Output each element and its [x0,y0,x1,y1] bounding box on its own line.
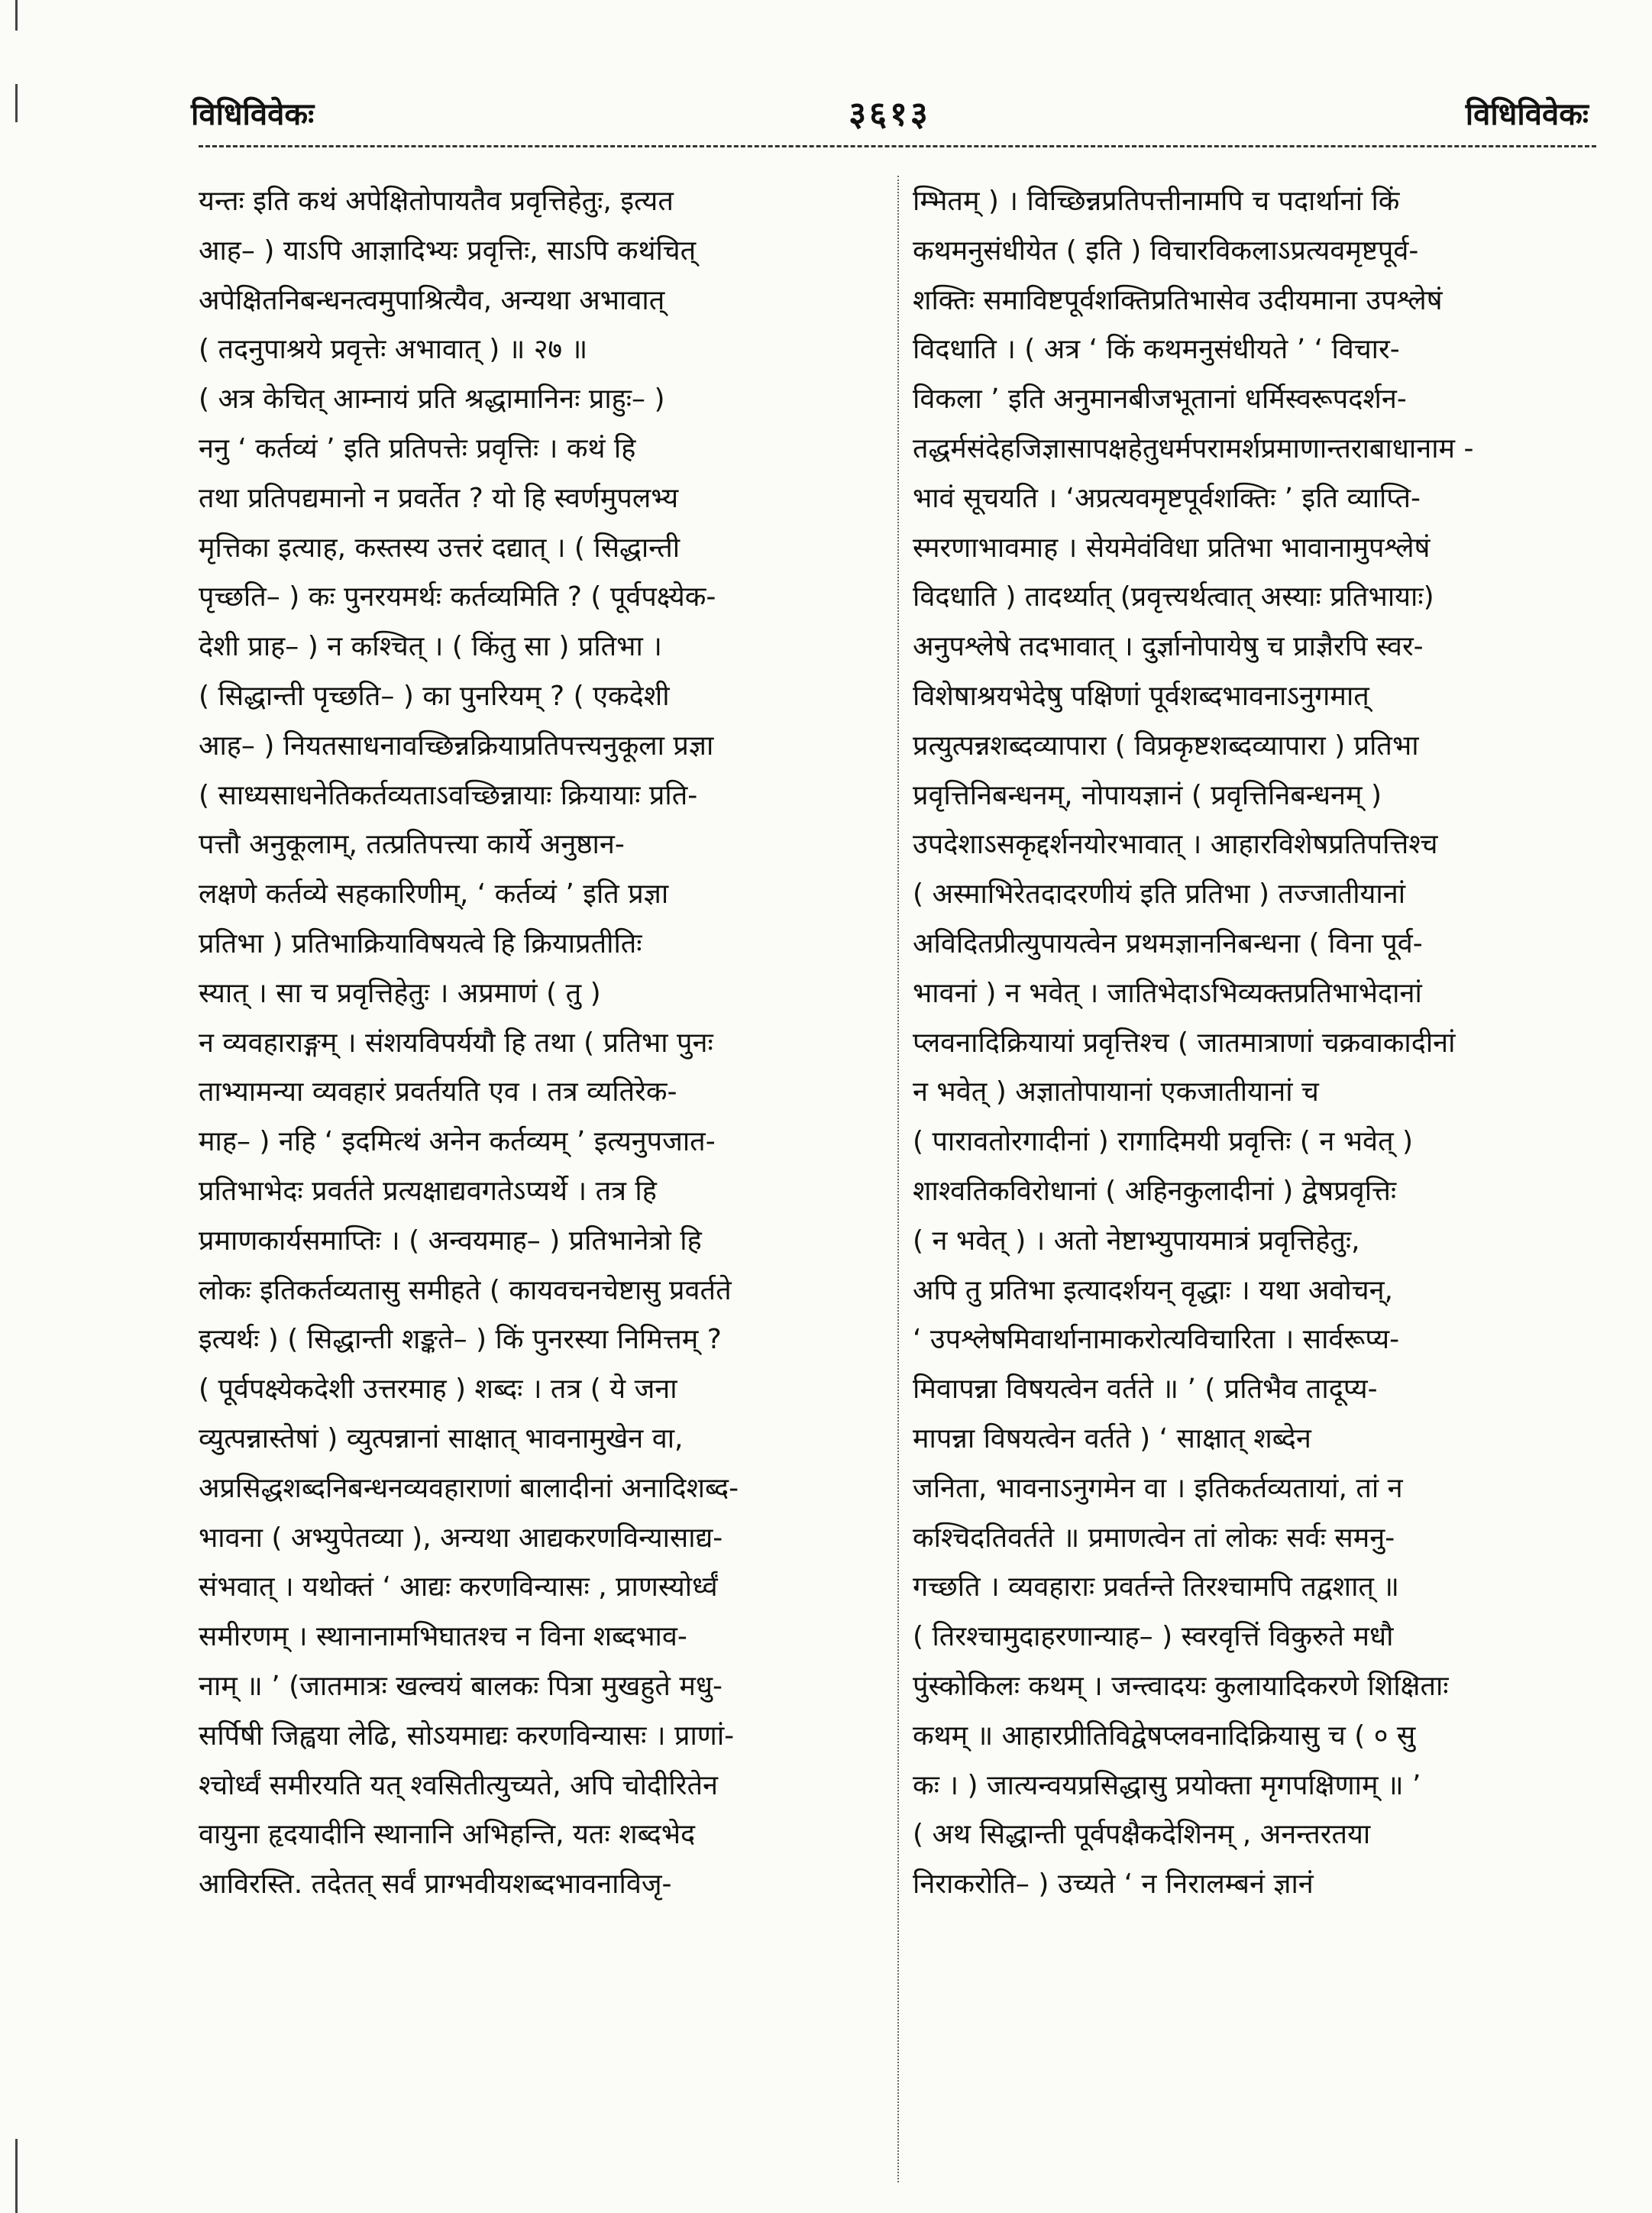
page-number: ३६१३ [849,95,931,134]
text-line: ( पूर्वपक्ष्येकदेशी उत्तरमाह ) शब्दः । तत्र ( ये जना [199,1373,677,1406]
text-line: शाश्वतिकविरोधानां ( अहिनकुलादीनां ) द्वेषप्रवृत्तिः [913,1175,1397,1207]
left-column [199,177,886,2190]
scan-margin-mark [15,0,18,31]
text-line: प्रतिभा ) प्रतिभाक्रियाविषयत्वे हि क्रियाप्रतीतिः [199,927,642,959]
text-line: ( पारावतोरगादीनां ) रागादिमयी प्रवृत्तिः ( न भवेत् ) [913,1126,1414,1158]
text-line: ( अत्र केचित् आम्नायं प्रति श्रद्धामानिनः प्राहुः– ) [199,383,665,416]
text-line: प्रत्युत्पन्नशब्दव्यापारा ( विप्रकृष्टशब्दव्यापारा ) प्रतिभा [913,730,1419,762]
text-line: विकला ’ इति अनुमानबीजभूतानां धर्मिस्वरूपदर्शन- [913,383,1407,416]
text-line: निराकरोति– ) उच्यते ‘ न निरालम्बनं ज्ञानं [913,1868,1314,1901]
text-line: अपि तु प्रतिभा इत्यादर्शयन् वृद्धाः । यथा अवोचन्, [913,1274,1393,1306]
text-line: ननु ‘ कर्तव्यं ’ इति प्रतिपत्तेः प्रवृत्तिः । कथं हि [199,432,636,464]
text-line: पृच्छति– ) कः पुनरयमर्थः कर्तव्यमिति ? ( पूर्वपक्ष्येक- [199,581,716,613]
text-line: अप्रसिद्धशब्दनिबन्धनव्यवहाराणां बालादीनां अनादिशब्द- [199,1472,739,1504]
text-line: स्यात् । सा च प्रवृत्तिहेतुः । अप्रमाणं ( तु ) [199,977,601,1009]
column-divider [897,176,899,2182]
text-line: ( अथ सिद्धान्ती पूर्वपक्षैकदेशिनम् , अनन्तरतया [913,1819,1371,1851]
text-line: यन्तः इति कथं अपेक्षितोपायतैव प्रवृत्तिहेतुः, इत्यत [199,186,674,217]
text-line: पत्तौ अनुकूलाम्, तत्प्रतिपत्त्या कार्ये अनुष्ठान- [199,829,625,861]
text-line: वायुना हृदयादीनि स्थानानि अभिहन्ति, यतः शब्दभेद [199,1819,696,1851]
text-line: शक्तिः समाविष्टपूर्वशक्तिप्रतिभासेव उदीयमाना उपश्लेषं [913,284,1443,316]
header-rule [199,145,1596,147]
text-line: ‘ उपश्लेषमिवार्थानामाकरोत्यविचारिता । सार्वरूप्य- [913,1324,1400,1356]
text-line: समीरणम् । स्थानानामभिघातश्च न विना शब्दभाव- [199,1621,687,1653]
text-line: ( तदनुपाश्रये प्रवृत्तेः अभावात् ) ॥ २७ ॥ [199,334,588,366]
text-line: माह– ) नहि ‘ इदमित्थं अनेन कर्तव्यम् ’ इत्यनुपजात- [199,1126,716,1158]
text-line: भावनां ) न भवेत् । जातिभेदाऽभिव्यक्तप्रतिभाभेदानां [913,977,1422,1009]
text-line: प्रतिभाभेदः प्रवर्तते प्रत्यक्षाद्यवगतेऽप्यर्थे । तत्र हि [199,1175,657,1207]
text-line: न व्यवहाराङ्गम् । संशयविपर्ययौ हि तथा ( प्रतिभा पुनः [199,1027,713,1059]
text-line: जनिता, भावनाऽनुगमेन वा । इतिकर्तव्यतायां, तां न [913,1472,1403,1504]
scan-margin-mark [15,2139,18,2213]
text-line: प्लवनादिक्रियायां प्रवृत्तिश्च ( जातमात्राणां चक्रवाकादीनां [913,1027,1456,1059]
text-line: ( साध्यसाधनेतिकर्तव्यताऽवच्छिन्नायाः क्रियायाः प्रति- [199,779,698,811]
text-line: मापन्ना विषयत्वेन वर्तते ) ‘ साक्षात् शब्देन [913,1422,1311,1454]
text-line: पुंस्कोकिलः कथम् । जन्त्वादयः कुलायादिकरणे शिक्षिताः [913,1670,1449,1702]
header-left-title: विधिविवेकः [191,96,315,132]
text-line: आह– ) याऽपि आज्ञादिभ्यः प्रवृत्तिः, साऽपि कथंचित् [199,235,697,267]
text-line: भावना ( अभ्युपेतव्या ), अन्यथा आद्यकरणविन्यासाद्य- [199,1522,723,1554]
text-line: व्युत्पन्नास्तेषां ) व्युत्पन्नानां साक्षात् भावनामुखेन वा, [199,1422,684,1454]
text-line: ताभ्यामन्या व्यवहारं प्रवर्तयति एव । तत्र व्यतिरेक- [199,1076,677,1108]
text-line: भावं सूचयति । ‘अप्रत्यवमृष्टपूर्वशक्तिः ’ इति व्याप्ति- [913,482,1421,514]
text-line: देशी प्राह– ) न कश्चित् । ( किंतु सा ) प्रतिभा । [199,631,662,663]
text-line: ( तिरश्चामुदाहरणान्याह– ) स्वरवृत्तिं विकुरुते मधौ [913,1621,1394,1653]
page-header [191,86,1589,139]
right-column [913,177,1600,2190]
scan-margin-mark [15,84,18,122]
text-line: ( सिद्धान्ती पृच्छति– ) का पुनरियम् ? ( एकदेशी [199,680,670,712]
text-line: गच्छति । व्यवहाराः प्रवर्तन्ते तिरश्चामपि तद्वशात् ॥ [913,1571,1399,1603]
text-line: प्रमाणकार्यसमाप्तिः । ( अन्वयमाह– ) प्रतिभानेत्रो हि [199,1225,702,1257]
text-line: सर्पिषी जिह्वया लेढि, सोऽयमाद्यः करणविन्यासः । प्राणां- [199,1720,735,1752]
text-line: कश्चिदतिवर्तते ॥ प्रमाणत्वेन तां लोकः सर्वः समनु- [913,1522,1395,1554]
text-line: ( अस्माभिरेतदादरणीयं इति प्रतिभा ) तज्जातीयानां [913,878,1406,911]
text-line: आविरस्ति. तदेतत् सर्वं प्राग्भवीयशब्दभावनाविजृ- [199,1868,672,1901]
text-line: लोकः इतिकर्तव्यतासु समीहते ( कायवचनचेष्टासु प्रवर्तते [199,1274,732,1306]
text-line: विदधाति ) तादर्थ्यात् (प्रवृत्त्यर्थत्वात् अस्याः प्रतिभायाः) [913,581,1434,613]
text-line: लक्षणे कर्तव्ये सहकारिणीम्, ‘ कर्तव्यं ’ इति प्रज्ञा [199,878,669,911]
text-line: इत्यर्थः ) ( सिद्धान्ती शङ्कते– ) किं पुनरस्या निमित्तम् ? [199,1324,722,1356]
text-line: अनुपश्लेषे तदभावात् । दुर्ज्ञानोपायेषु च प्राज्ञैरपि स्वर- [913,631,1424,663]
text-line: नाम् ॥ ’ (जातमात्रः खल्वयं बालकः पित्रा मुखहुते मधु- [199,1670,723,1702]
text-line: तथा प्रतिपद्यमानो न प्रवर्तेत ? यो हि स्वर्णमुपलभ्य [199,482,679,514]
text-line: विदधाति । ( अत्र ‘ किं कथमनुसंधीयते ’ ‘ विचार- [913,334,1400,366]
text-line: कथमनुसंधीयेत ( इति ) विचारविकलाऽप्रत्यवमृष्टपूर्व- [913,235,1419,267]
text-line: कथम् ॥ आहारप्रीतिविद्वेषप्लवनादिक्रियासु च ( ० सु [913,1720,1416,1752]
text-line: श्चोर्ध्वं समीरयति यत् श्वसितीत्युच्यते, अपि चोदीरितेन [199,1769,718,1801]
text-line: अविदितप्रीत्युपायत्वेन प्रथमज्ञाननिबन्धना ( विना पूर्व- [913,927,1423,959]
text-line: ( न भवेत् ) । अतो नेष्टाभ्युपायमात्रं प्रवृत्तिहेतुः, [913,1225,1360,1257]
text-line: मृत्तिका इत्याह, कस्तस्य उत्तरं दद्यात् । ( सिद्धान्ती [199,532,681,564]
text-line: स्मरणाभावमाह । सेयमेवंविधा प्रतिभा भावानामुपश्लेषं [913,532,1431,564]
text-line: संभवात् । यथोक्तं ‘ आद्यः करणविन्यासः , प्राणस्योर्ध्वं [199,1571,718,1603]
text-line: मिवापन्ना विषयत्वेन वर्तते ॥ ’ ( प्रतिभैव तादूप्य- [913,1373,1378,1406]
header-right-title: विधिविवेकः [1465,96,1589,132]
text-line: विशेषाश्रयभेदेषु पक्षिणां पूर्वशब्दभावनाऽनुगमात् [913,680,1369,712]
text-line: कः । ) जात्यन्वयप्रसिद्धासु प्रयोक्ता मृगपक्षिणाम् ॥ ’ [913,1769,1421,1801]
text-line: आह– ) नियतसाधनावच्छिन्नक्रियाप्रतिपत्त्यनुकूला प्रज्ञा [199,730,714,762]
text-line: प्रवृत्तिनिबन्धनम्, नोपायज्ञानं ( प्रवृत्तिनिबन्धनम् ) [913,779,1382,811]
text-line: न भवेत् ) अज्ञातोपायानां एकजातीयानां च [913,1076,1319,1108]
text-line: म्भितम् ) । विच्छिन्नप्रतिपत्तीनामपि च पदार्थानां किं [913,186,1400,217]
text-line: तद्धर्मसंदेहजिज्ञासापक्षहेतुधर्मपरामर्शप्रमाणान्तराबाधानाम - [913,432,1474,464]
text-line: अपेक्षितनिबन्धनत्वमुपाश्रित्यैव, अन्यथा अभावात् [199,284,665,316]
text-line: उपदेशाऽसकृद्दर्शनयोरभावात् । आहारविशेषप्रतिपत्तिश्च [913,829,1438,861]
